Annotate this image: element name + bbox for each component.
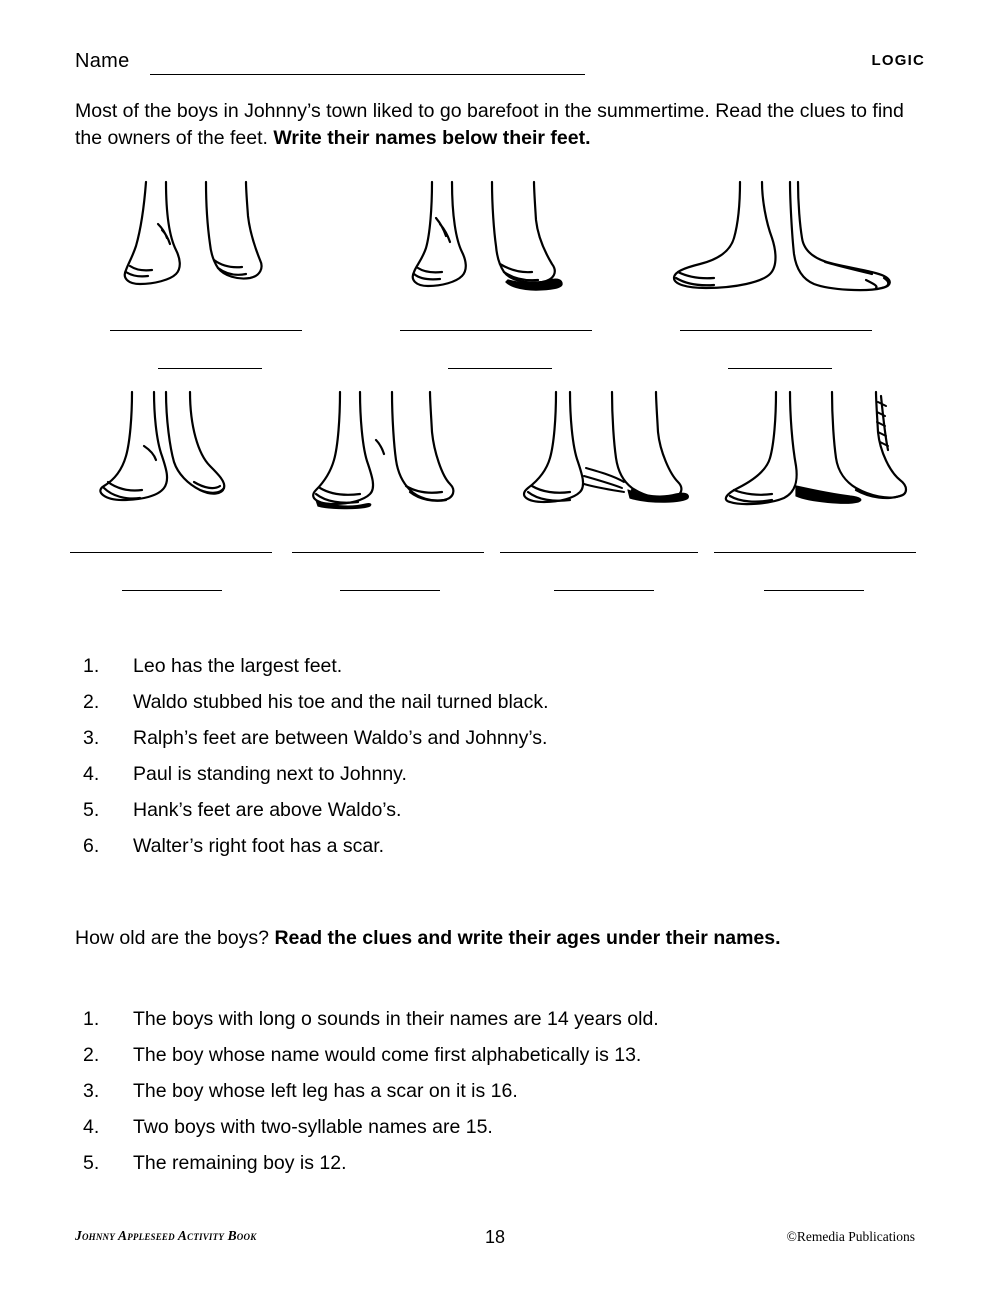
age-answer-line-2[interactable] (448, 368, 552, 369)
ages-question (75, 927, 935, 950)
name-answer-line-2[interactable] (400, 330, 592, 331)
clue-item (75, 691, 915, 727)
clue-number: 4. (83, 763, 100, 785)
name-answer-line-3[interactable] (680, 330, 872, 331)
feet-group-2 (400, 180, 600, 395)
clue-text: The boys with long o sounds in their names are 14 years old. (133, 1008, 659, 1030)
feet-group-1 (110, 180, 310, 395)
clue-text: The boy whose left leg has a scar on it is 16. (133, 1080, 518, 1102)
two-feet-front-pair-icon (110, 180, 280, 300)
two-feet-front-pair-icon (400, 180, 570, 300)
name-answer-line-4[interactable] (70, 552, 272, 553)
footer-book-title: Johnny Appleseed Activity Book (75, 1228, 257, 1243)
clue-number: 5. (83, 799, 100, 821)
feet-group-7 (714, 390, 924, 605)
name-answer-line-7[interactable] (714, 552, 916, 553)
clue-number: 1. (83, 1008, 100, 1030)
two-feet-wide-pair-icon (670, 180, 900, 300)
category-label: LOGIC (871, 52, 925, 69)
clue-number: 1. (83, 655, 100, 677)
clue-text: Hank’s feet are above Waldo’s. (133, 799, 402, 821)
name-answer-line-5[interactable] (292, 552, 484, 553)
age-clues-list (75, 1008, 915, 1188)
clue-item (75, 655, 915, 691)
clue-item (75, 1044, 915, 1080)
clue-text: Leo has the largest feet. (133, 655, 343, 677)
clue-item (75, 1008, 915, 1044)
two-feet-scar-pair-icon (714, 390, 914, 520)
feet-group-6 (500, 390, 710, 605)
clue-item (75, 727, 915, 763)
intro-paragraph (75, 98, 915, 152)
name-clues-list (75, 655, 915, 871)
age-answer-line-6[interactable] (554, 590, 654, 591)
two-feet-front-pair-icon (292, 390, 482, 520)
clue-text: Ralph’s feet are between Waldo’s and Johnny’s. (133, 727, 548, 749)
page-footer (75, 1228, 915, 1252)
clue-text: The remaining boy is 12. (133, 1152, 347, 1174)
footer-copyright: ©Remedia Publications (786, 1229, 915, 1244)
clue-text: Paul is standing next to Johnny. (133, 763, 407, 785)
clue-text: The boy whose name would come first alphabetically is 13. (133, 1044, 642, 1066)
age-answer-line-7[interactable] (764, 590, 864, 591)
feet-illustration-area (0, 170, 1000, 620)
clue-item (75, 763, 915, 799)
clue-item (75, 835, 915, 871)
name-input-line[interactable] (150, 74, 585, 75)
intro-text: Most of the boys in Johnny’s town liked to go barefoot in the summertime. Read the clues to find the owners of the feet. (75, 100, 904, 149)
clue-item (75, 1080, 915, 1116)
two-feet-side-pair-icon (70, 390, 260, 520)
age-answer-line-3[interactable] (728, 368, 832, 369)
page-header (75, 42, 925, 78)
name-label: Name (75, 50, 130, 72)
clue-number: 6. (83, 835, 100, 857)
clue-number: 4. (83, 1116, 100, 1138)
age-answer-line-5[interactable] (340, 590, 440, 591)
clue-text: Two boys with two-syllable names are 15. (133, 1116, 493, 1138)
clue-number: 3. (83, 727, 100, 749)
name-answer-line-6[interactable] (500, 552, 698, 553)
feet-group-3 (670, 180, 900, 395)
clue-item (75, 1116, 915, 1152)
clue-number: 5. (83, 1152, 100, 1174)
age-answer-line-4[interactable] (122, 590, 222, 591)
two-feet-shaded-pair-icon (500, 390, 700, 520)
ages-question-text: How old are the boys? (75, 927, 275, 949)
clue-number: 3. (83, 1080, 100, 1102)
feet-group-5 (292, 390, 502, 605)
ages-question-text-bold: Read the clues and write their ages under their names. (274, 927, 781, 949)
clue-text: Waldo stubbed his toe and the nail turned black. (133, 691, 549, 713)
clue-number: 2. (83, 691, 100, 713)
page-number: 18 (484, 1227, 506, 1247)
clue-item (75, 799, 915, 835)
name-answer-line-1[interactable] (110, 330, 302, 331)
clue-item (75, 1152, 915, 1188)
intro-text-bold: Write their names below their feet. (273, 127, 591, 149)
clue-number: 2. (83, 1044, 100, 1066)
clue-text: Walter’s right foot has a scar. (133, 835, 385, 857)
age-answer-line-1[interactable] (158, 368, 262, 369)
feet-group-4 (70, 390, 280, 605)
